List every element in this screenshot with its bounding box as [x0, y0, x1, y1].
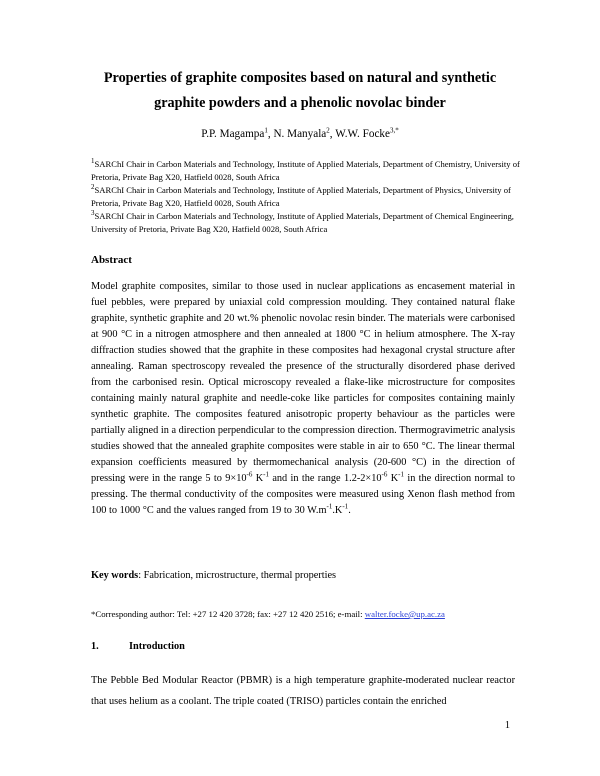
- keywords: [91, 570, 336, 581]
- section-number: 1.: [91, 641, 99, 652]
- abstract-body: Model graphite composites, similar to those used in nuclear applications as encasement material in fuel pebbles, were prepared by uniaxial cold compression moulding. They contained natural flake graphite, synthetic graphite and 20 wt.% phenolic novolac resin binder. The materials were carbonised at 900 °C in a nitrogen atmosphere and then annealed at 1800 °C in helium atmosphere. The X-ray diffraction studies showed that the graphite in these composites had hexagonal crystal structure after annealing. Raman spectroscopy revealed the presence of the structurally disordered phase derived from the carbonised resin. Optical microscopy revealed a flake-like microstructure for composites containing mainly natural graphite and needle-coke like particles for composites containing mainly synthetic graphite. The composites featured anisotropic property behaviour as the particles were partially aligned in a direction perpendicular to the compression direction. Thermogravimetric analysis studies showed that the annealed graphite composites were stable in air to 650 °C. The linear thermal expansion coefficients measured by thermomechanical analysis (20-600 °C) in the direction of pressing were in the range 5 to $9\times 10^{-6}$ $K^{-1}$ and in the range $1.2-2\times 10^{-6}$ $K^{-1}$ in the direction normal to pressing. The thermal conductivity of the composites were measured using Xenon flash method from 100 to 1000 °C and the values ranged from 19 to 30 $W.m^{-1}.K^{-1}$.: [91, 281, 516, 516]
- affiliation-number: 3: [91, 209, 95, 218]
- paper-title: Properties of graphite composites based on natural and synthetic graphite powders and a phenolic novolac binder: [103, 70, 497, 111]
- abstract-heading: Abstract: [91, 254, 132, 266]
- affiliation-text: SARChI Chair in Carbon Materials and Technology, Institute of Applied Materials, Department of Physics, University of Pretoria, Private Bag X20, Hatfield 0028, South Africa: [91, 185, 511, 208]
- author-name: W.W. Focke: [335, 128, 390, 140]
- corresponding-author-note: *Corresponding author: Tel: +27 12 420 3728; fax: +27 12 420 2516; e-mail: walter.focke@up.ac.za: [91, 609, 445, 619]
- affiliation-number: 1: [91, 157, 95, 166]
- author-name: N. Manyala: [273, 128, 327, 140]
- keywords-text: : Fabrication, microstructure, thermal properties: [138, 570, 337, 581]
- author-affiliation-mark: 2: [326, 126, 330, 135]
- email-link[interactable]: walter.focke@up.ac.za: [364, 609, 445, 619]
- affiliation-text: SARChI Chair in Carbon Materials and Technology, Institute of Applied Materials, Department of Chemistry, University of Pretoria, Private Bag X20, Hatfield 0028, South Africa: [91, 159, 520, 182]
- introduction-text: The Pebble Bed Modular Reactor (PBMR) is a high temperature graphite-moderated nuclear reactor that uses helium as a coolant. The triple coated (TRISO) particles contain the enriched: [91, 675, 515, 707]
- affiliation: [91, 210, 521, 236]
- section-title: Introduction: [129, 641, 185, 652]
- section-heading: [91, 641, 185, 652]
- keywords-label: Key words: [91, 570, 139, 581]
- affiliation: [91, 184, 521, 210]
- page-number: 1: [504, 720, 510, 731]
- affiliation-text: SARChI Chair in Carbon Materials and Technology, Institute of Applied Materials, Department of Chemical Engineering, University of Pretoria, Private Bag X20, Hatfield 0028, South Africa: [91, 211, 514, 234]
- author-affiliation-mark: 3,*: [389, 126, 399, 135]
- author-list: P.P. Magampa$^1$, N. Manyala$^2$, W.W. Focke$^{3,*}$: [201, 126, 399, 140]
- author-affiliation-mark: 1: [264, 126, 268, 135]
- author-name: P.P. Magampa: [201, 128, 265, 140]
- affiliation-number: 2: [91, 183, 95, 192]
- affiliation: [91, 158, 521, 184]
